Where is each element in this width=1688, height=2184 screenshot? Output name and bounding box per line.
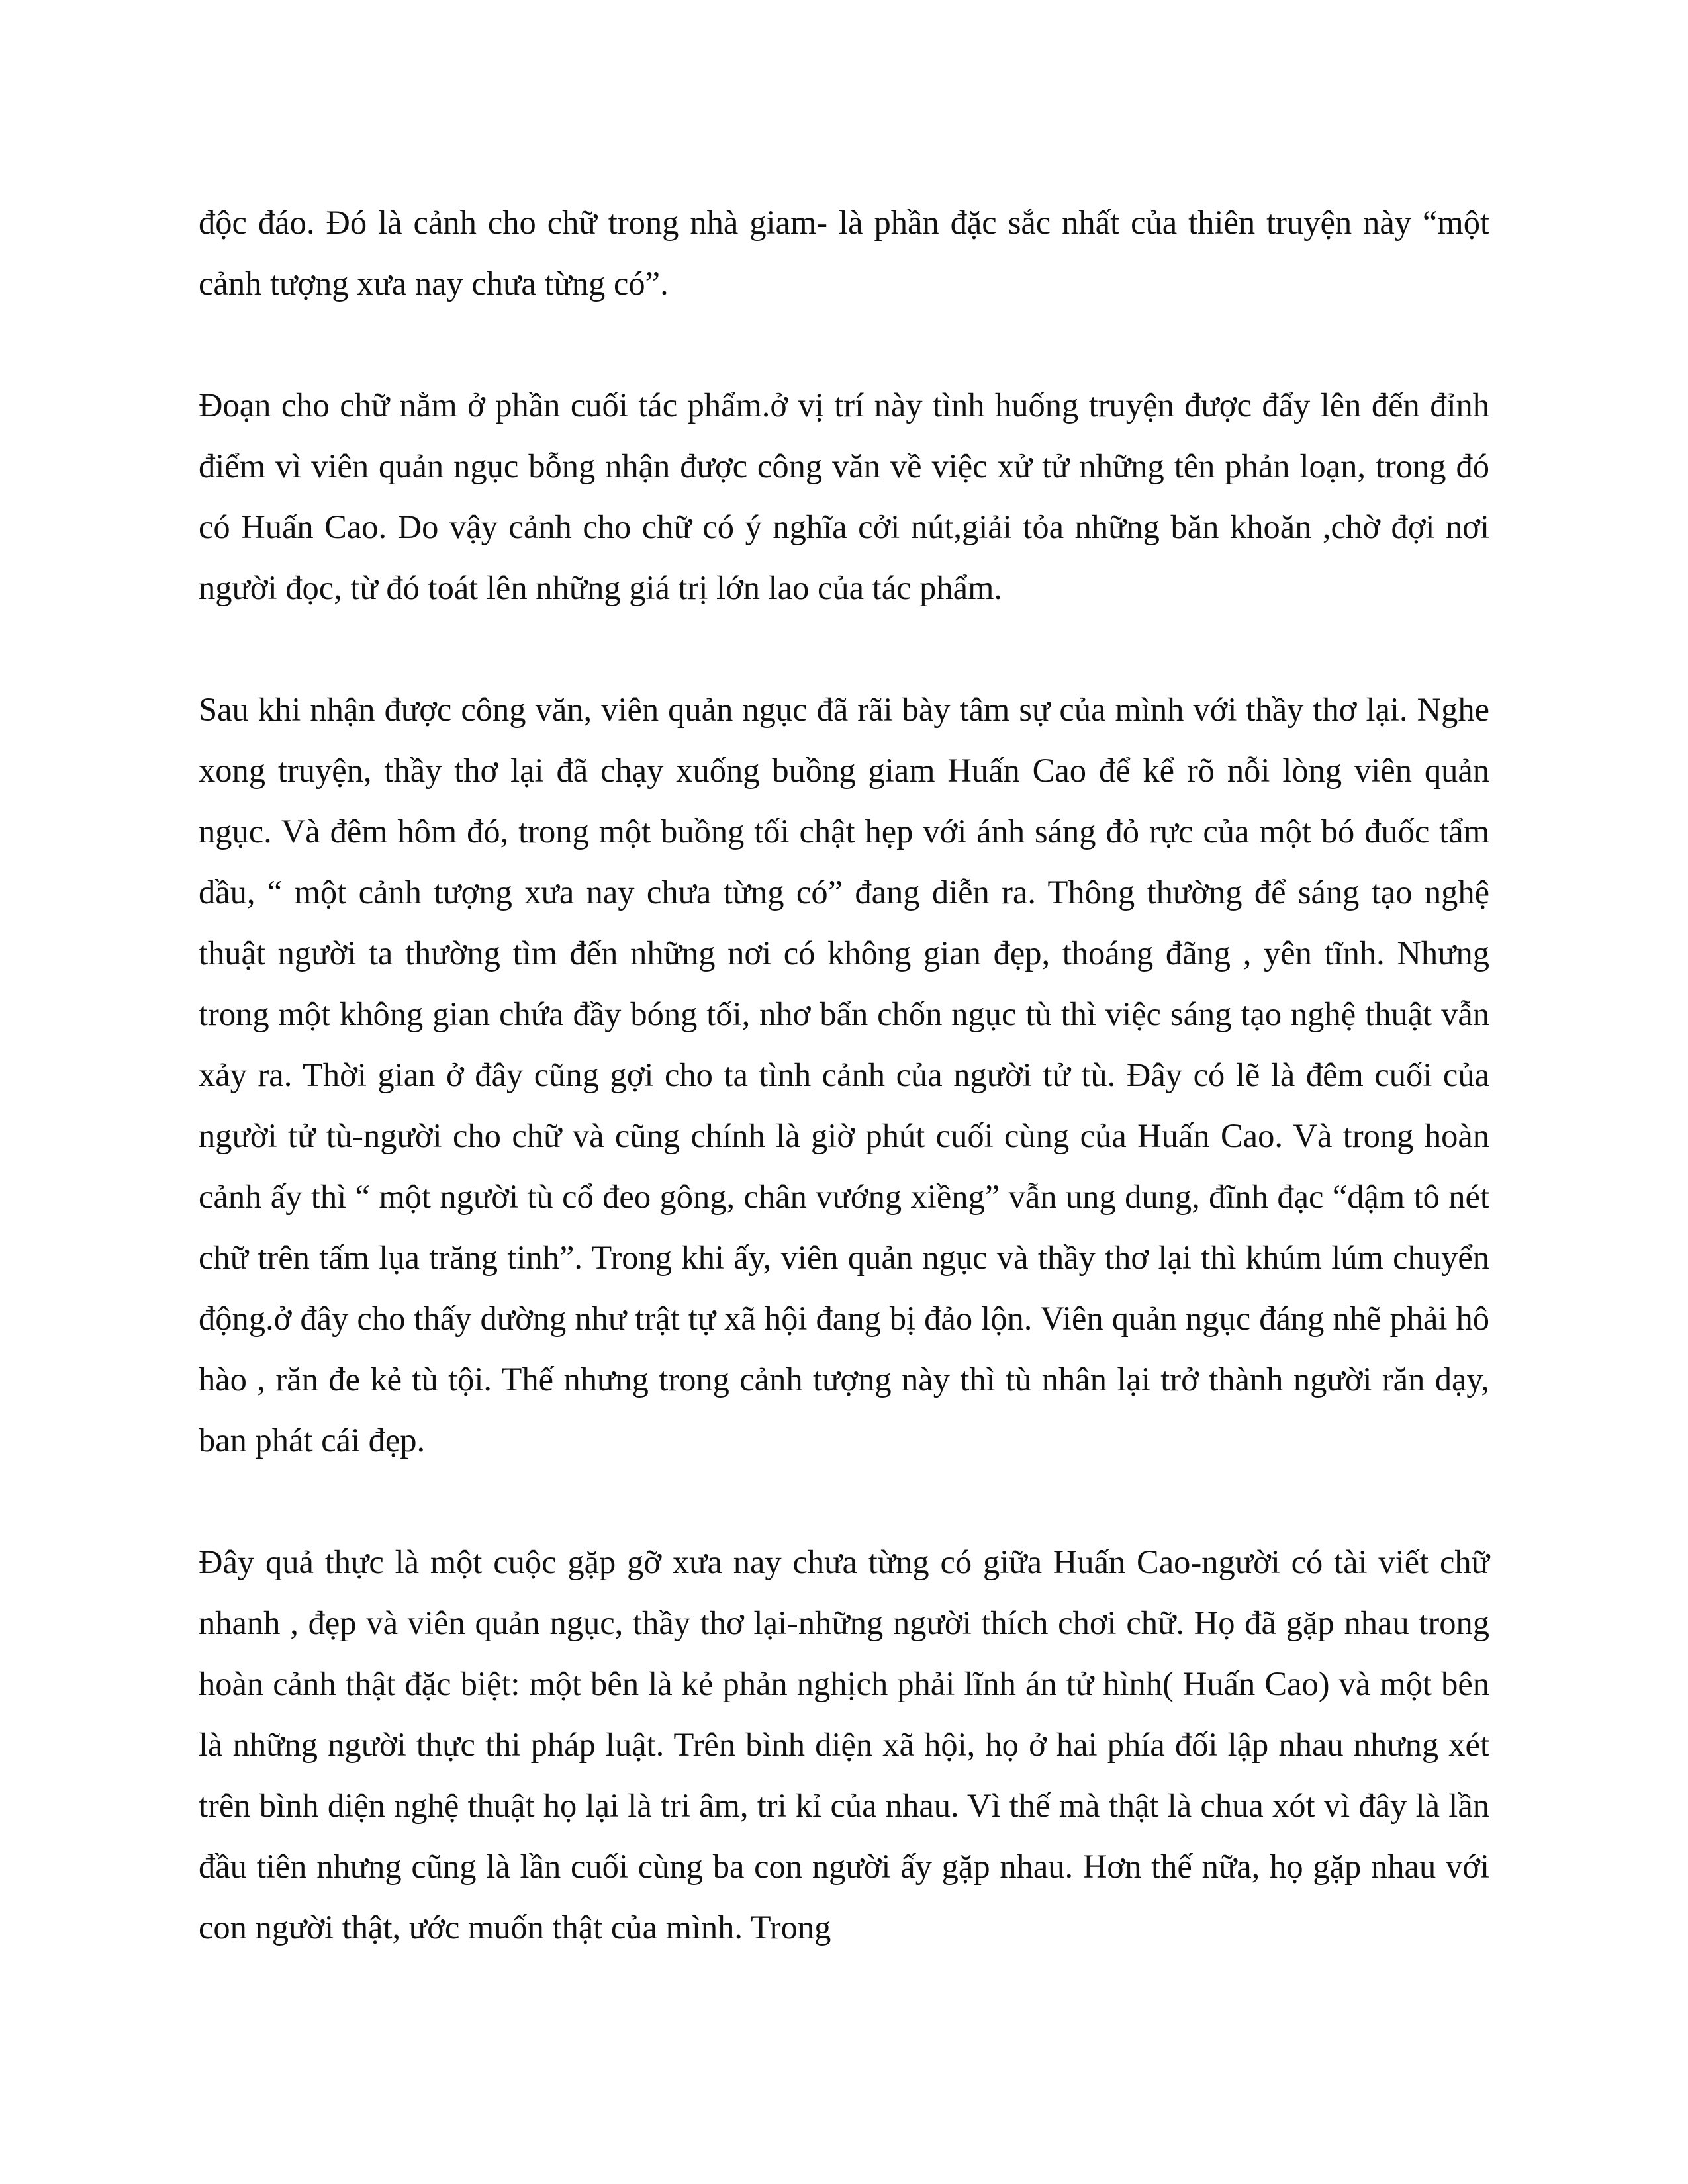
paragraph-1: độc đáo. Đó là cảnh cho chữ trong nhà giam- là phần đặc sắc nhất của thiên truyện này “một cảnh tượng xưa nay chưa từng có”. xyxy=(199,204,1489,302)
paragraph-4: Đây quả thực là một cuộc gặp gỡ xưa nay chưa từng có giữa Huấn Cao-người có tài viết chữ nhanh , đẹp và viên quản ngục, thầy thơ lại-những người thích chơi chữ. Họ đã gặp nhau trong hoàn cảnh thật đặc biệt: một bên là kẻ phản nghịch phải lĩnh án tử hình( Huấn Cao) và một bên là những người thực thi pháp luật. Trên bình diện xã hội, họ ở hai phía đối lập nhau nhưng xét trên bình diện nghệ thuật họ lại là tri âm, tri kỉ của nhau. Vì thế mà thật là chua xót vì đây là lần đầu tiên nhưng cũng là lần cuối cùng ba con người ấy gặp nhau. Hơn thế nữa, họ gặp nhau với con người thật, ước muốn thật của mình. Trong xyxy=(199,1543,1489,1946)
document-page xyxy=(199,192,1489,1958)
paragraph-2: Đoạn cho chữ nằm ở phần cuối tác phẩm.ở vị trí này tình huống truyện được đẩy lên đến đỉnh điểm vì viên quản ngục bỗng nhận được công văn về việc xử tử những tên phản loạn, trong đó có Huấn Cao. Do vậy cảnh cho chữ có ý nghĩa cởi nút,giải tỏa những băn khoăn ,chờ đợi nơi người đọc, từ đó toát lên những giá trị lớn lao của tác phẩm. xyxy=(199,387,1489,606)
paragraph-3: Sau khi nhận được công văn, viên quản ngục đã rãi bày tâm sự của mình với thầy thơ lại. Nghe xong truyện, thầy thơ lại đã chạy xuống buồng giam Huấn Cao để kể rõ nỗi lòng viên quản ngục. Và đêm hôm đó, trong một buồng tối chật hẹp với ánh sáng đỏ rực của một bó đuốc tẩm dầu, “ một cảnh tượng xưa nay chưa từng có” đang diễn ra. Thông thường để sáng tạo nghệ thuật người ta thường tìm đến những nơi có không gian đẹp, thoáng đãng , yên tĩnh. Nhưng trong một không gian chứa đầy bóng tối, nhơ bẩn chốn ngục tù thì việc sáng tạo nghệ thuật vẫn xảy ra. Thời gian ở đây cũng gợi cho ta tình cảnh của người tử tù. Đây có lẽ là đêm cuối của người tử tù-người cho chữ và cũng chính là giờ phút cuối cùng của Huấn Cao. Và trong hoàn cảnh ấy thì “ một người tù cổ đeo gông, chân vướng xiềng” vẫn ung dung, đĩnh đạc “dậm tô nét chữ trên tấm lụa trăng tinh”. Trong khi ấy, viên quản ngục và thầy thơ lại thì khúm lúm chuyển động.ở đây cho thấy dường như trật tự xã hội đang bị đảo lộn. Viên quản ngục đáng nhẽ phải hô hào , răn đe kẻ tù tội. Thế nhưng trong cảnh tượng này thì tù nhân lại trở thành người răn dạy, ban phát cái đẹp. xyxy=(199,691,1489,1459)
